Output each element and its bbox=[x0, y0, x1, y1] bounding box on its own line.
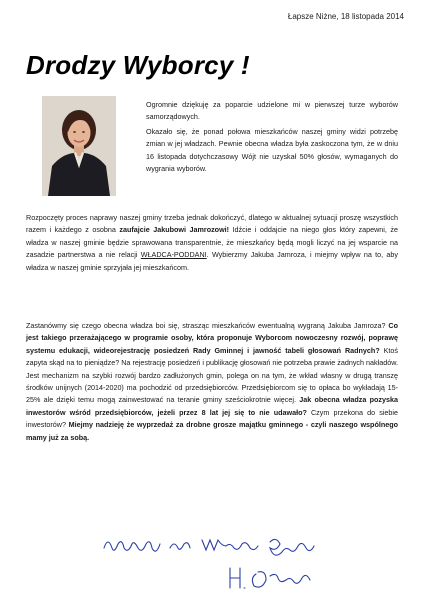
closing-hope: Miejmy nadzieję że wyprzedaż za drobne grosze majątku gminnego - czyli naszego wspólnego mamy już za sobą. bbox=[26, 420, 398, 442]
appeal-text-c: Idźcie i oddajcie na niego głos który zapewni, że władza w naszej gminie będzie sprawowana transparentnie, że mieszkańcy będą mogli liczyć na jej wsparcie na zasadzie partnerstwa a nie relacji bbox=[26, 225, 398, 260]
thanks-paragraph: Ogromnie dziękuję za poparcie udzielone mi w pierwszej turze wyborów samorządowych. bbox=[146, 100, 398, 122]
investors-question: Jak obecna władza pozyska inwestorów wśród przedsiębiorców, jeżeli przez 8 lat jej się to nie udawało? bbox=[26, 395, 398, 417]
page-title: Drodzy Wyborcy ! bbox=[26, 50, 250, 80]
appeal-paragraph bbox=[26, 212, 398, 274]
appeal-underlined: WŁADCA-PODDANI bbox=[140, 250, 207, 260]
appeal-emphasis: zaufajcie Jakubowi Jamrozowi! bbox=[119, 225, 230, 235]
appeal-text-e: . Wybierzmy Jakuba Jamroza, i miejmy wpływ na to, aby władza w naszej gminie sprzyjała jej mieszkańcom. bbox=[26, 250, 398, 272]
program-text-a: Zastanówmy się czego obecna władza boi się, strasząc mieszkańców ewentualną wygraną Jakuba Jamroza? bbox=[26, 321, 389, 330]
appeal-text-a: Rozpoczęty proces naprawy naszej gminy trzeba jednak dokończyć, dlatego w aktualnej sytuacji proszę wszystkich razem i każdego z osobna bbox=[26, 213, 398, 235]
date-line: Łapsze Niżne, 18 listopada 2014 bbox=[287, 12, 404, 21]
program-question: Co jest takiego przerażającego w programie osoby, która proponuje Wyborcom nowoczesny rozwój, poprawę systemu edukacji, wideorejestrację posiedzeń Rady Gminnej i jawność tabeli głosowań Radnych? bbox=[26, 321, 398, 355]
program-paragraph bbox=[26, 320, 398, 444]
program-text-e: Czym przekona do siebie inwestorów? bbox=[26, 407, 398, 430]
handwritten-signature bbox=[100, 532, 330, 596]
candidate-portrait-icon bbox=[42, 96, 116, 196]
results-paragraph: Okazało się, że ponad połowa mieszkańców naszej gminy widzi potrzebę zmian w jej władzach. Pewnie obecna władza była zaskoczona tym, że w dniu 16 listopada dotychczasowy Wójt nie uzyskał 50% głosów, wymaganych do wygrania wyborów. bbox=[146, 127, 398, 174]
program-text-c: Ktoś zapyta skąd na to pieniądze? Na rejestrację posiedzeń i publikację głosowań nie potrzeba prawie żadnych nakładów. Jest mechanizm na szybki rozwój bardzo zadłużonych gmin, polega on na tym, że wkład własny w drugą transzę środków unijnych (2014-2020) ma pochodzić od przedsiębiorców. Przedsiębiorcom się to opłaca bo wykładają 15-25% ale dzięki temu mogą zainwestować na teranie gminy sześciokrotnie więcej. bbox=[26, 345, 398, 405]
